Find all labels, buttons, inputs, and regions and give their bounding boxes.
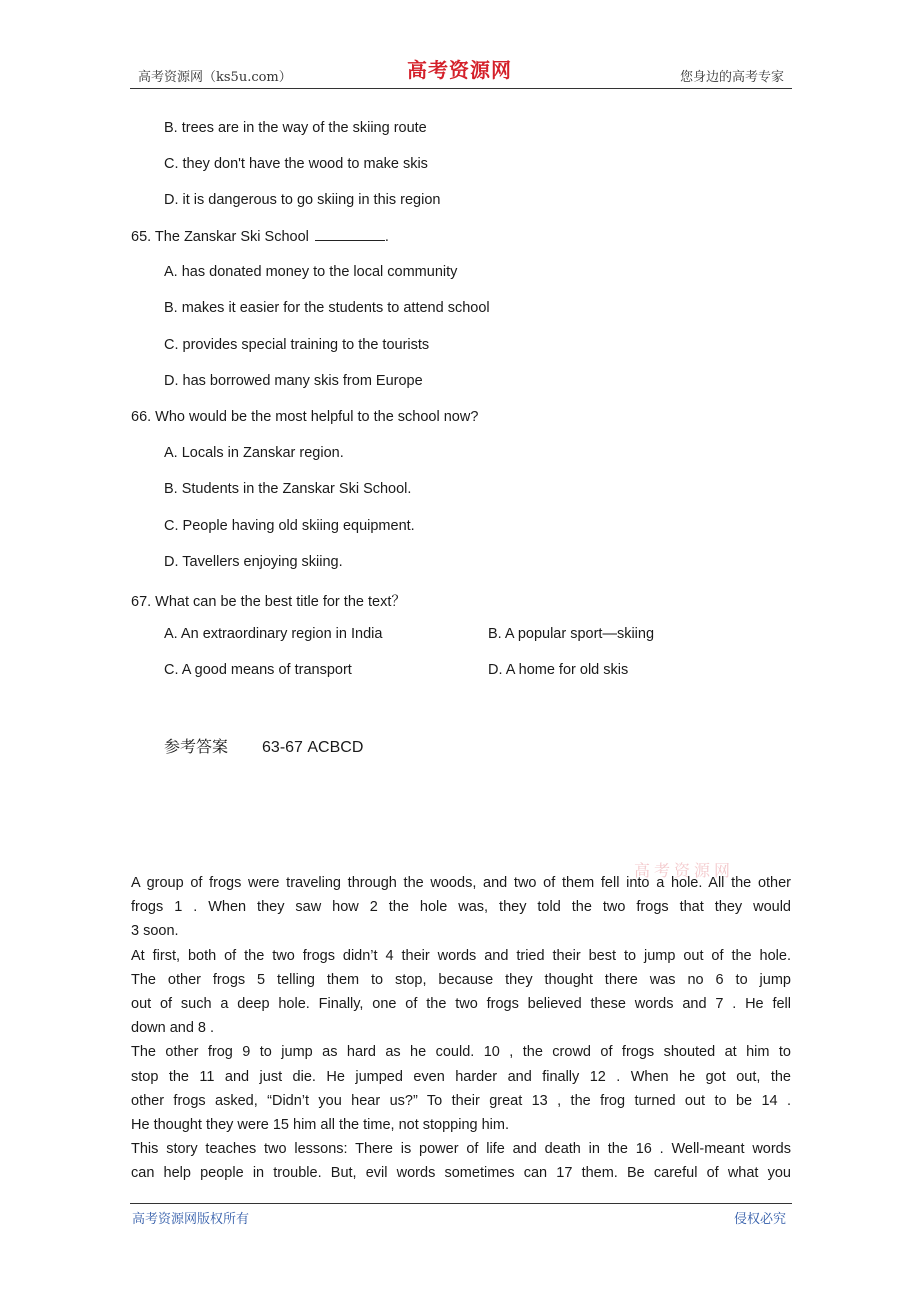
q66-stem: 66. Who would be the most helpful to the school now?	[131, 409, 479, 425]
passage-line: This story teaches two lessons: There is power of life and death in the 16 . Well-meant words	[131, 1141, 791, 1158]
q65-option-d: D. has borrowed many skis from Europe	[164, 373, 423, 389]
q65-option-c: C. provides special training to the tourists	[164, 337, 430, 353]
passage-line: out of such a deep hole. Finally, one of the two frogs believed these words and 7 . He fell	[131, 995, 791, 1012]
page-header	[130, 52, 792, 89]
q65-option-b: B. makes it easier for the students to attend school	[164, 300, 490, 316]
header-logo: 高考资源网	[407, 58, 512, 82]
answer-key	[164, 734, 363, 757]
passage-line: stop the 11 and just die. He jumped even harder and finally 12 . When he got out, the	[131, 1068, 791, 1085]
q65-stem-end: .	[384, 229, 389, 245]
watermark: 高考资源网	[634, 863, 735, 880]
q67-option-d: D. A home for old skis	[488, 662, 629, 678]
answer-label: 参考答案	[164, 739, 229, 756]
q65-stem-text: 65. The Zanskar Ski School	[131, 229, 309, 245]
passage-line: frogs 1 . When they saw how 2 the hole was, they told the two frogs that they would	[131, 899, 791, 916]
q67-stem: 67. What can be the best title for the text？	[131, 594, 406, 610]
passage-line: other frogs asked, “Didn’t you hear us?” To their great 13 , the frog turned out to be 14 .	[131, 1092, 791, 1109]
q66-option-a: A. Locals in Zanskar region.	[164, 445, 344, 461]
passage-line: 3 soon.	[131, 923, 179, 940]
q66-option-b: B. Students in the Zanskar Ski School.	[164, 481, 412, 497]
q65-option-a: A. has donated money to the local community	[164, 264, 458, 280]
q65-stem	[131, 228, 389, 245]
answer-value: 63-67 ACBCD	[262, 739, 364, 756]
header-site-name: 高考资源网（ks5u.com）	[138, 70, 292, 85]
q67-option-a: A. An extraordinary region in India	[164, 626, 383, 642]
passage-line: The other frog 9 to jump as hard as he could. 10 , the crowd of frogs shouted at him to	[131, 1044, 791, 1061]
passage-line: The other frogs 5 telling them to stop, because they thought there was no 6 to jump	[131, 971, 791, 988]
passage-line: down and 8 .	[131, 1020, 215, 1037]
page-footer	[130, 1203, 792, 1227]
q64-option-b: B. trees are in the way of the skiing route	[164, 120, 427, 136]
q65-blank	[315, 228, 385, 241]
q66-option-d: D. Tavellers enjoying skiing.	[164, 554, 343, 570]
q67-option-c: C. A good means of transport	[164, 662, 352, 678]
cloze-passage	[131, 871, 791, 1185]
q66-option-c: C. People having old skiing equipment.	[164, 518, 415, 534]
q64-option-c: C. they don't have the wood to make skis	[164, 156, 428, 172]
footer-rights: 侵权必究	[733, 1212, 786, 1227]
footer-copyright: 高考资源网版权所有	[132, 1212, 250, 1227]
passage-line: can help people in trouble. But, evil words sometimes can 17 them. Be careful of what you	[131, 1165, 791, 1182]
q64-option-d: D. it is dangerous to go skiing in this region	[164, 192, 441, 208]
header-slogan: 您身边的高考专家	[679, 70, 784, 85]
passage-line: He thought they were 15 him all the time, not stopping him.	[131, 1116, 510, 1133]
passage-line: A group of frogs were traveling through the woods, and two of them fell into a hole. All the other	[131, 875, 791, 891]
passage-line: At first, both of the two frogs didn’t 4 their words and tried their best to jump out of the hole.	[131, 947, 791, 964]
q67-option-b: B. A popular sport—skiing	[488, 626, 655, 642]
